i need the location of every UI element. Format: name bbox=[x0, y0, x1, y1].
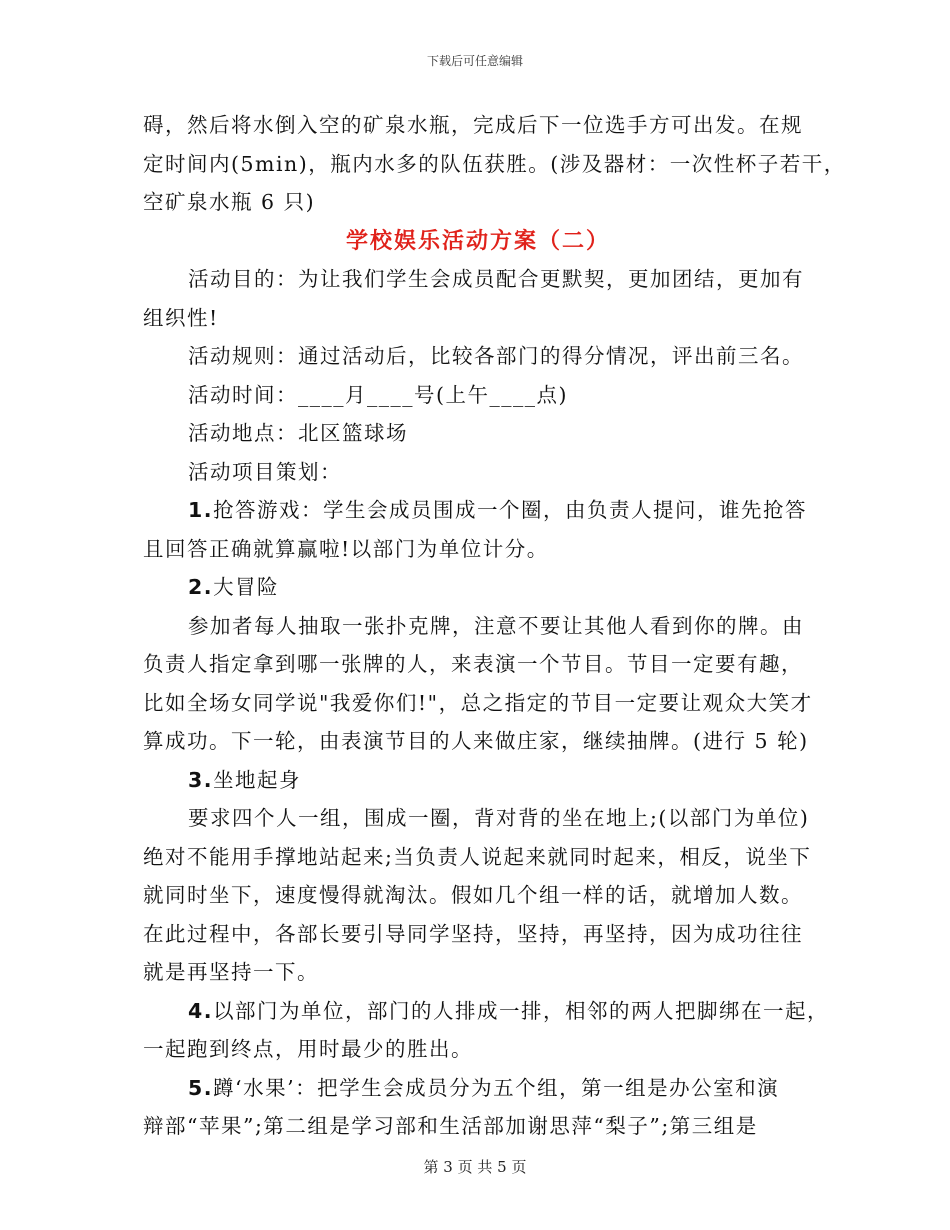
document-body bbox=[143, 106, 846, 1146]
body-line: 组织性! bbox=[143, 305, 219, 330]
body-line: 活动规则：通过活动后，比较各部门的得分情况，评出前三名。 bbox=[188, 344, 804, 368]
body-line: 算成功。下一轮，由表演节目的人来做庄家，继续抽牌。(进行 5 轮) bbox=[143, 729, 809, 753]
list-item-5 bbox=[143, 1069, 813, 1108]
body-line: 比如全场女同学说"我爱你们!"，总之指定的节目一定要让观众大笑才 bbox=[143, 690, 813, 715]
item-number: 2. bbox=[188, 575, 214, 599]
body-line: 且回答正确就算赢啦!以部门为单位计分。 bbox=[143, 536, 549, 561]
body-line: 活动项目策划： bbox=[188, 459, 342, 484]
item-text: 坐地起身 bbox=[213, 767, 302, 792]
body-line: 活动地点：北区篮球场 bbox=[188, 421, 408, 445]
body-line: 碍，然后将水倒入空的矿泉水瓶，完成后下一位选手方可出发。在规 bbox=[143, 113, 803, 137]
body-line: 参加者每人抽取一张扑克牌，注意不要让其他人看到你的牌。由 bbox=[188, 613, 804, 638]
body-line: 在此过程中，各部长要引导同学坚持，坚持，再坚持，因为成功往往 bbox=[143, 921, 803, 946]
body-line: 要求四个人一组，围成一圈，背对背的坐在地上;(以部门为单位) bbox=[188, 806, 810, 830]
item-text: 蹲‘水果’：把学生会成员分为五个组，第一组是办公室和演 bbox=[213, 1075, 780, 1100]
body-line: 活动时间：____月____号(上午____点) bbox=[188, 382, 568, 407]
body-line: 活动目的：为让我们学生会成员配合更默契，更加团结，更加有 bbox=[188, 267, 804, 291]
body-line: 辩部“苹果”;第二组是学习部和生活部加谢思萍“梨子”;第三组是 bbox=[143, 1114, 758, 1138]
item-text: 大冒险 bbox=[213, 575, 280, 599]
item-text: 抢答游戏：学生会成员围成一个圈，由负责人提问，谁先抢答 bbox=[213, 498, 808, 522]
page-number-footer: 第 3 页 共 5 页 bbox=[423, 1158, 527, 1176]
page-header-note: 下载后可任意编辑 bbox=[426, 54, 523, 68]
list-item-4 bbox=[143, 992, 830, 1031]
item-number: 3. bbox=[188, 767, 214, 792]
body-line: 一起跑到终点，用时最少的胜出。 bbox=[143, 1037, 473, 1061]
item-number: 4. bbox=[188, 998, 214, 1023]
item-number: 5. bbox=[188, 1075, 214, 1100]
body-line: 绝对不能用手撑地站起来;当负责人说起来就同时起来，相反，说坐下 bbox=[143, 844, 812, 869]
body-line: 就同时坐下，速度慢得就淘汰。假如几个组一样的话，就增加人数。 bbox=[143, 883, 803, 907]
body-line: 负责人指定拿到哪一张牌的人，来表演一个节目。节目一定要有趣， bbox=[143, 652, 803, 676]
item-text: 以部门为单位，部门的人排成一排，相邻的两人把脚绑在一起， bbox=[213, 998, 830, 1023]
list-item-3 bbox=[143, 761, 813, 800]
body-line: 定时间内(5min)，瓶内水多的队伍获胜。(涉及器材：一次性杯子若干， bbox=[143, 151, 846, 176]
list-item-1 bbox=[143, 491, 813, 530]
item-number: 1. bbox=[188, 498, 214, 522]
list-item-2 bbox=[143, 568, 813, 607]
section-title: 学校娱乐活动方案（二） bbox=[345, 227, 610, 254]
body-line: 空矿泉水瓶 6 只) bbox=[143, 190, 316, 214]
body-line: 就是再坚持一下。 bbox=[143, 960, 319, 984]
